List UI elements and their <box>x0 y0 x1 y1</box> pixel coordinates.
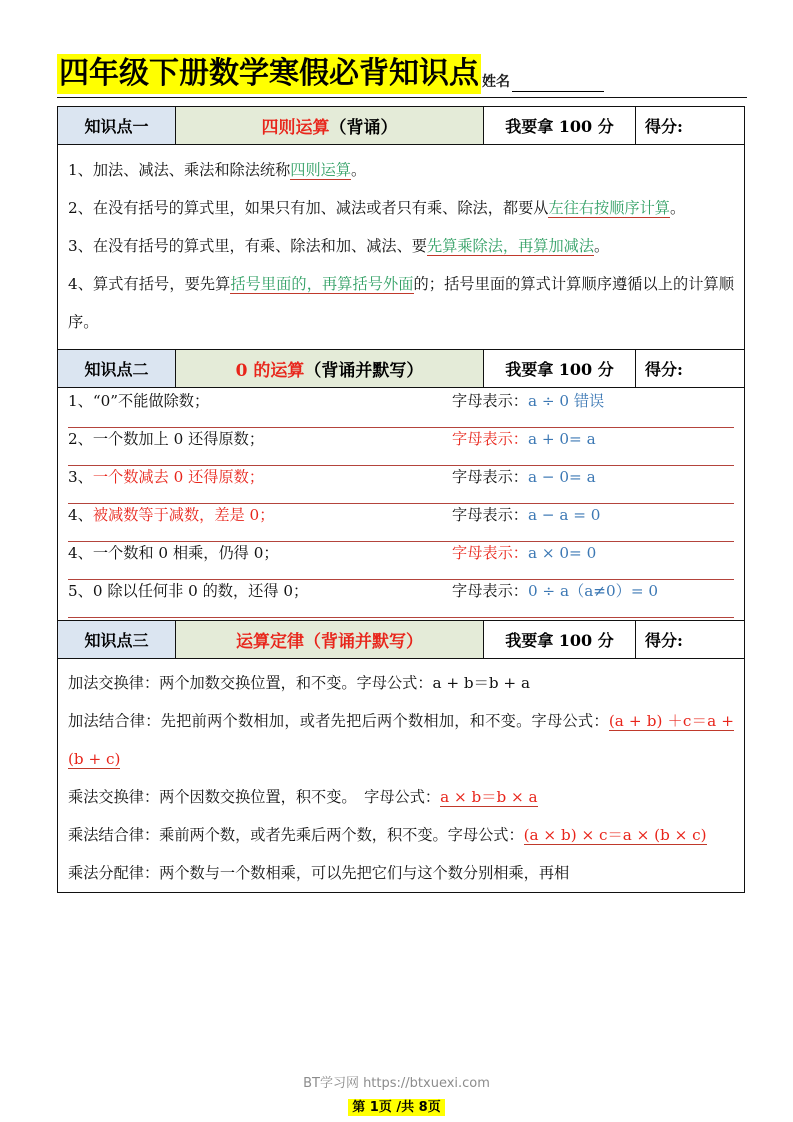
student-name-blank[interactable] <box>512 76 604 92</box>
formula-label: 字母表示： <box>452 468 528 486</box>
section-header-1 <box>58 107 744 145</box>
rule-number: 1、 <box>68 392 93 410</box>
law-multiplication-distributive <box>68 854 734 892</box>
rule-statement <box>68 542 438 563</box>
rule-statement <box>68 428 438 449</box>
section-1-item-3 <box>68 227 734 265</box>
rule-number: 5、 <box>68 582 93 600</box>
rule-statement <box>68 466 438 487</box>
formula-label: 字母表示： <box>452 544 528 562</box>
rule-text: 一个数加上 0 还得原数； <box>92 430 265 448</box>
section-title-2-note: （背诵并默写） <box>304 361 424 381</box>
run-emphasis: 四则运算 <box>290 161 352 179</box>
section-title-3-main: 运算定律（背诵并默写） <box>236 632 423 652</box>
knowledge-table <box>57 106 745 893</box>
rule-text: 一个数和 0 相乘，仍得 0； <box>92 544 279 562</box>
rule-number: 3、 <box>68 468 93 486</box>
run-text: 的；括号里面的算式计算顺序遵循以上的计算顺序。 <box>68 275 735 331</box>
student-name-field <box>482 72 604 94</box>
run-text: 。 <box>669 199 686 217</box>
rule-text: 一个数减去 0 还得原数； <box>92 468 265 486</box>
rule-formula <box>438 390 734 411</box>
rule-row <box>68 428 734 466</box>
section-1-item-1 <box>68 151 734 189</box>
formula-label: 字母表示： <box>452 430 528 448</box>
score-field-1[interactable]: 得分: <box>636 107 744 144</box>
run-text: 乘法交换律：两个因数交换位置，积不变。 字母公式： <box>68 788 441 806</box>
score-field-3[interactable]: 得分: <box>636 621 744 658</box>
page-indicator-wrap <box>0 1096 793 1116</box>
run-text: 。 <box>594 237 610 255</box>
run-text: 乘法分配律：两个数与一个数相乘，可以先把它们与这个数分别相乘，再相 <box>68 864 570 882</box>
rule-row <box>68 390 734 428</box>
formula-expression: a − a = 0 <box>527 506 601 524</box>
run-text: 3、在没有括号的算式里，有乘、除法和加、减法、要 <box>68 237 427 255</box>
run-text: 。 <box>351 161 367 179</box>
section-header-2 <box>58 350 744 388</box>
run-emphasis: 左往右按顺序计算 <box>548 199 670 217</box>
formula-label: 字母表示： <box>452 392 528 410</box>
section-number-1: 知识点一 <box>58 107 176 144</box>
rule-text: “0”不能做除数； <box>92 392 210 410</box>
law-multiplication-commutative <box>68 778 734 816</box>
formula-label: 字母表示： <box>452 582 528 600</box>
title-divider <box>57 97 747 98</box>
section-title-1 <box>176 107 484 144</box>
formula-expression: a ÷ 0 错误 <box>527 392 605 410</box>
rule-number: 2、 <box>68 430 93 448</box>
law-formula: (a + b) ＋c＝a + (b + c) <box>68 712 735 768</box>
page-title-row <box>57 48 747 94</box>
section-number-2: 知识点二 <box>58 350 176 387</box>
formula-expression: a + 0= a <box>527 430 596 448</box>
run-text: 乘法结合律：乘前两个数，或者先乘后两个数，积不变。字母公式： <box>68 826 524 844</box>
formula-expression: a − 0= a <box>527 468 596 486</box>
section-1-item-4 <box>68 265 734 341</box>
law-formula: a × b＝b × a <box>440 788 538 806</box>
law-multiplication-associative <box>68 816 734 854</box>
section-number-3: 知识点三 <box>58 621 176 658</box>
rule-formula <box>438 504 734 525</box>
run-text: 1、加法、减法、乘法和除法统称 <box>68 161 291 179</box>
rule-statement <box>68 504 438 525</box>
formula-label: 字母表示： <box>452 506 528 524</box>
page-title: 四年级下册数学寒假必背知识点 <box>57 54 481 94</box>
section-1-item-2 <box>68 189 734 227</box>
section-body-1 <box>58 145 744 349</box>
law-addition-commutative <box>68 664 734 702</box>
rule-row <box>68 542 734 580</box>
formula-expression: 0 ÷ a（a≠0）= 0 <box>527 582 659 600</box>
run-text: 加法交换律：两个加数交换位置，和不变。字母公式：a + b＝b + a <box>68 674 531 692</box>
section-title-2 <box>176 350 484 387</box>
student-name-label: 姓名 <box>482 74 510 90</box>
score-goal-1: 我要拿 100 分 <box>484 107 636 144</box>
section-body-3 <box>58 659 744 892</box>
score-goal-2: 我要拿 100 分 <box>484 350 636 387</box>
run-emphasis: 括号里面的，再算括号外面 <box>230 275 414 293</box>
score-field-2[interactable]: 得分: <box>636 350 744 387</box>
law-addition-associative <box>68 702 734 778</box>
run-text: 2、在没有括号的算式里，如果只有加、减法或者只有乘、除法，都要从 <box>68 199 549 217</box>
rule-number: 4、 <box>68 506 93 524</box>
rule-row <box>68 466 734 504</box>
rule-statement <box>68 390 438 411</box>
section-title-2-main: 0 的运算 <box>235 361 305 381</box>
page-indicator: 第 1页 /共 8页 <box>348 1099 444 1116</box>
site-watermark: BT学习网 https://btxuexi.com <box>303 1076 490 1091</box>
run-emphasis: 先算乘除法，再算加减法 <box>426 237 595 255</box>
section-header-3 <box>58 621 744 659</box>
rule-text: 被减数等于减数，差是 0； <box>92 506 275 524</box>
law-formula: (a × b) × c＝a × (b × c) <box>523 826 707 844</box>
rule-statement <box>68 580 438 601</box>
rule-formula <box>438 542 734 563</box>
rule-text: 0 除以任何非 0 的数，还得 0； <box>92 582 309 600</box>
rule-formula <box>438 466 734 487</box>
section-title-1-main: 四则运算 <box>261 118 330 138</box>
run-text: 4、算式有括号，要先算 <box>68 275 231 293</box>
rule-formula <box>438 428 734 449</box>
rule-row <box>68 504 734 542</box>
rule-formula <box>438 580 734 601</box>
rule-row <box>68 580 734 618</box>
rule-number: 4、 <box>68 544 93 562</box>
section-title-1-note: （背诵） <box>329 118 398 138</box>
score-goal-3: 我要拿 100 分 <box>484 621 636 658</box>
formula-expression: a × 0= 0 <box>527 544 597 562</box>
section-body-2 <box>58 388 744 620</box>
run-text: 加法结合律：先把前两个数相加，或者先把后两个数相加，和不变。字母公式： <box>68 712 609 730</box>
section-title-3 <box>176 621 484 658</box>
